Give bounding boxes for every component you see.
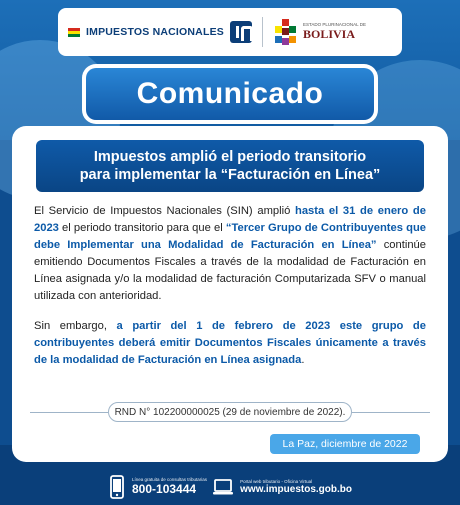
web-text: [240, 479, 352, 495]
web-url[interactable]: www.impuestos.gob.bo: [240, 483, 352, 495]
p2-highlight-1: a partir del 1 de febrero de 2023 este grupo de contribuyentes deberá emitir Documentos Fiscales únicamente a través de la modalidad de Facturación en Línea asignada: [34, 320, 426, 366]
phone-icon: [108, 475, 126, 499]
p1-highlight-1: hasta el 31 de enero de 2023: [34, 205, 426, 234]
subtitle-banner: [36, 140, 424, 192]
rnd-divider-right: [352, 412, 430, 413]
header-divider: [262, 17, 263, 47]
paragraph-2: [34, 318, 426, 369]
date-badge: La Paz, diciembre de 2022: [270, 434, 420, 454]
bolivia-wordmark: [303, 22, 366, 42]
phone-number: 800-103444: [132, 482, 197, 496]
footer-web: [212, 475, 352, 499]
rnd-divider-left: [30, 412, 108, 413]
org-name: IMPUESTOS NACIONALES: [86, 26, 224, 38]
p2-text-2: .: [301, 354, 305, 366]
footer-phone: [108, 475, 207, 499]
page-title: Comunicado: [86, 68, 374, 120]
paragraph-1: [34, 203, 426, 305]
country-small-text: ESTADO PLURINACIONAL DE: [303, 22, 367, 27]
in-logo-icon: [230, 21, 252, 43]
subtitle-line-2: para implementar la “Facturación en Línea”: [79, 167, 381, 183]
bolivia-flag-icon: [68, 28, 80, 37]
header-bar: [58, 8, 402, 56]
laptop-icon: [212, 475, 234, 499]
title-banner: [82, 64, 378, 124]
rnd-reference: RND N° 102200000025 (29 de noviembre de 2022).: [108, 402, 352, 422]
phone-text: [132, 477, 207, 496]
p1-text-3: continúe emitiendo Documentos Fiscales a través de la modalidad de Facturación en Línea asignada y/o la modalidad de facturación Computarizada SFV o manual utilizada con anterioridad.: [34, 239, 427, 302]
p1-text-1: El Servicio de Impuestos Nacionales (SIN) amplió: [34, 205, 295, 217]
p1-text-2: el periodo transitorio para que el: [58, 222, 226, 234]
bolivia-logo-icon: [273, 19, 299, 45]
footer: [0, 468, 460, 505]
subtitle-line-1: Impuestos amplió el periodo transitorio: [93, 149, 367, 165]
country-name: BOLIVIA: [303, 27, 356, 41]
phone-caption: Línea gratuita de consultas tributarias: [132, 477, 208, 482]
body-text: [34, 203, 426, 382]
p2-text-1: Sin embargo,: [34, 320, 117, 332]
p1-highlight-2: “Tercer Grupo de Contribuyentes que debe Implementar una Modalidad de Facturación en Línea”: [34, 222, 426, 251]
web-caption: Portal web tributario - Oficina Virtual: [240, 478, 313, 484]
